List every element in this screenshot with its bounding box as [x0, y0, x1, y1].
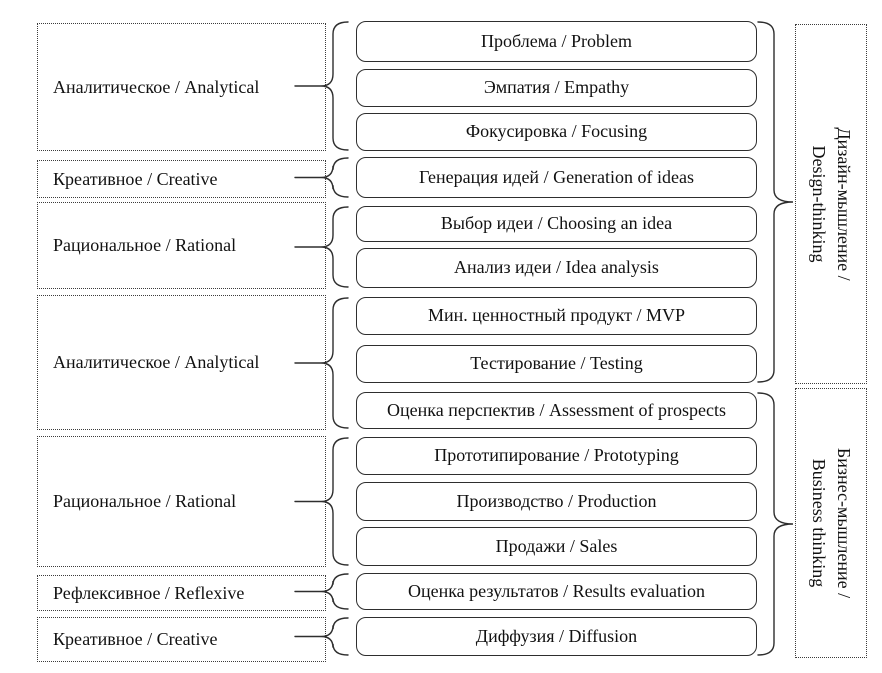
stage-focusing	[356, 113, 757, 151]
brace-reflexive	[295, 573, 351, 610]
phase-business-thinking	[795, 388, 867, 658]
stage-label: Продажи / Sales	[495, 535, 618, 556]
stage-prototyping	[356, 437, 757, 475]
brace-creative-2	[295, 617, 351, 656]
thinking-type-label: Рациональное / Rational	[53, 235, 237, 256]
brace-business-thinking	[757, 392, 795, 656]
thinking-type-label: Аналитическое / Analytical	[53, 76, 260, 97]
brace-rational-1	[295, 206, 351, 288]
thinking-type-label: Креативное / Creative	[53, 168, 218, 189]
stage-label: Анализ идеи / Idea analysis	[454, 257, 659, 278]
thinking-type-label: Рефлексивное / Reflexive	[53, 582, 245, 603]
stage-empathy	[356, 69, 757, 107]
thinking-type-label: Креативное / Creative	[53, 629, 218, 650]
phase-label-line1: Бизнес-мышление /	[834, 447, 854, 599]
stage-label: Генерация идей / Generation of ideas	[418, 166, 695, 187]
thinking-type-label: Рациональное / Rational	[53, 491, 237, 512]
stage-results-evaluation	[356, 573, 757, 610]
thinking-type-creative-2	[37, 617, 326, 662]
brace-rational-2	[295, 437, 351, 566]
thinking-type-reflexive	[37, 575, 326, 611]
stage-mvp	[356, 297, 757, 335]
phase-business-thinking-label	[806, 448, 856, 598]
stage-idea-analysis	[356, 248, 757, 288]
stage-label: Оценка результатов / Results evaluation	[407, 580, 706, 601]
brace-analytical-2	[295, 297, 351, 429]
stage-choosing-an-idea	[356, 206, 757, 242]
thinking-type-creative-1	[37, 160, 326, 198]
stage-assessment-of-prospects	[356, 392, 757, 429]
stage-production	[356, 482, 757, 521]
phase-label-line2: Design-thinking	[809, 145, 829, 263]
stage-sales	[356, 527, 757, 566]
brace-design-thinking	[757, 21, 795, 383]
stage-problem	[356, 21, 757, 62]
brace-creative-1	[295, 157, 351, 198]
stage-label: Выбор идеи / Choosing an idea	[440, 213, 673, 234]
thinking-type-analytical-2	[37, 295, 326, 430]
stage-label: Мин. ценностный продукт / MVP	[428, 305, 685, 326]
phase-label-line2: Business thinking	[809, 458, 829, 588]
stage-label: Фокусировка / Focusing	[465, 121, 648, 142]
stage-label: Эмпатия / Empathy	[483, 77, 630, 98]
stage-label: Оценка перспектив / Assessment of prospects	[387, 399, 726, 420]
stage-diffusion	[356, 617, 757, 656]
stage-generation-of-ideas	[356, 157, 757, 198]
stage-label: Прототипирование / Prototyping	[434, 445, 679, 466]
thinking-type-label: Аналитическое / Analytical	[53, 352, 260, 373]
brace-analytical-1	[295, 21, 351, 151]
phase-design-thinking	[795, 24, 867, 384]
thinking-type-rational-2	[37, 436, 326, 567]
stage-label: Производство / Production	[456, 490, 657, 511]
stage-label: Диффузия / Diffusion	[475, 625, 638, 646]
stage-testing	[356, 345, 757, 383]
stage-label: Тестирование / Testing	[470, 353, 643, 374]
stage-label: Проблема / Problem	[481, 30, 632, 51]
phase-design-thinking-label	[806, 127, 856, 280]
thinking-type-rational-1	[37, 202, 326, 289]
thinking-type-analytical-1	[37, 23, 326, 151]
phase-label-line1: Дизайн-мышление /	[834, 127, 854, 281]
